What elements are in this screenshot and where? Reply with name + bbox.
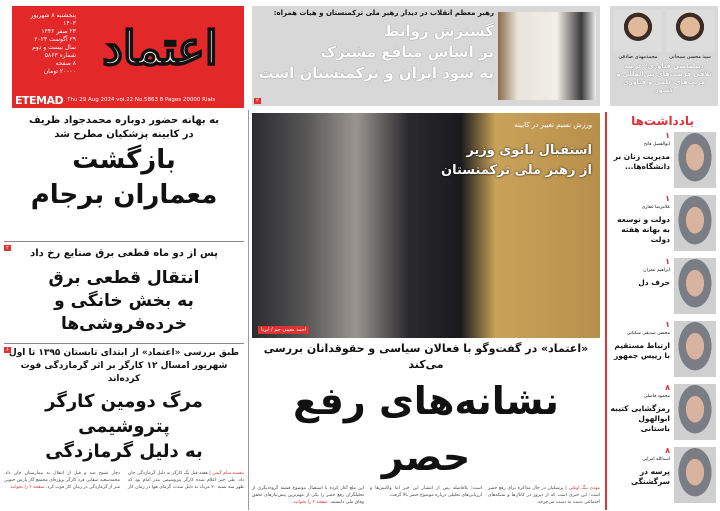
author: بنفشه سام گیس [212,471,244,476]
story-zarif[interactable] [4,110,244,234]
date-line: پنجشنبه ۸ شهریور ۱۴۰۳ [30,12,76,27]
note-title: رمزگشایی کتیبه ابوالهول باستانی [610,404,670,433]
top-story-photo [498,12,596,100]
portrait-name: سید محسن سبحانی [669,54,711,60]
note-text [609,320,670,361]
headline: انتقال قطعی برق [48,268,200,288]
left-column [4,110,244,491]
lead-headline: نشانه‌های رفع حصر [293,379,559,479]
masthead [12,6,244,108]
note-title: پرسه در سرگشتگی [630,467,670,486]
note-author: محمود فاضلی [643,394,670,399]
author-photo [674,258,716,314]
issue-info: Thu 29 Aug 2024 vol.22 No.5863 8 Pages 20000 Rials [67,97,216,103]
note-author: اسدالله امرایی [642,457,670,462]
note-author: ابوالفضل فاتح [643,142,670,147]
top-story-kicker: رهبر معظم انقلاب در دیدار رهبر ملی ترکمنستان و هیات همراه: [273,9,494,17]
top-right-headline: دیپلماسی فناوری؛ عرصه تلاقی فرصت‌های بین‌المللی و مزیت‌های علمی و فناوری کشور [616,62,712,94]
author: مهدی بیگ اوغلی [568,486,600,491]
logo: اعتماد [102,21,218,75]
note-author: غلامرضا غفاری [641,205,670,210]
body-text: این ملع آغاز کرده با استقبال موضوع فشته گروه‌دیگری از تحلیلگران رفع حصر را یکی از مهم‌ترین پیش‌نیازهای تحقق وفاق ملی دانستند. [252,486,364,505]
note-page: ۱ [665,131,670,140]
top-story-text [256,9,494,84]
date-line: ۸ صفحه [55,60,76,67]
story-power-cut[interactable] [4,242,244,336]
lead-story[interactable]: «اعتماد» در گفت‌وگو با فعالان سیاسی و حقوقدانان بررسی می‌کند نشانه‌های رفع حصر مهدی بیگ اوغلی | پزشکیان در حال مذاکره برای رفع حصر است؛ این خبری است که از دیروز در کانال‌ها و شبکه‌های اجتماعی دست به دست می‌چرخد. است؛ بلافاصله پس از انتشار این خبر اما واکنش‌ها و ارزیابی‌های تحلیلی درباره موضوع حصر بالا گرفت. این ملع آغاز کرده با استقبال موضوع فشته گروه‌دیگری از تحلیلگران رفع حصر را یکی از مهم‌ترین پیش‌نیازهای تحقق وفاق ملی دانستند. صفحه ۳ را بخوانید [252,342,600,505]
headline: مرگ دومین کارگر پتروشیمی [45,391,203,437]
headline-line: استقبال بانوی وزیر [466,143,592,158]
portrait-name: محمدمهدی صادقی [618,54,658,60]
note-page: ۱ [665,194,670,203]
top-story[interactable] [252,6,600,106]
note-page: ۸ [665,446,670,455]
photo-kicker: ورزش نسیم تغییر در کابینه [514,121,592,129]
note-author: محسن صدیقی شکنانی [626,331,670,336]
kicker: پس از دو ماه قطعی برق صنایع رخ داد [30,248,218,259]
headline-line: بر اساس منافع مشترک [320,43,494,61]
headline-line: به سود ایران و ترکمنستان است [258,64,494,82]
issue-date-info [16,12,76,76]
body-text: هفته قبل یک کارگر به دلیل گرمازدگی جان داد. طی خبر اعلام شده کارگر پتروشیمی بندر امام بود که ظهر سه شنبه ۲۰ مرداد به دلیل شدت گرمای هوا در زمان کار دچار تشنج شد و قبل از انتقال به بیمارستان جان داد. محمدسعید صفایی فرد کارگر پروژه‌ای مجتمع گاز پارس جنوبی سر از گرمازدگی در زمان کار فوت کرد. [4,471,244,490]
note-item[interactable] [609,319,716,381]
read-more-link[interactable]: صفحه ۲ را بخوانید [10,485,45,490]
note-title: مدیریت زنان بر دانشگاه‌ها... [613,152,670,171]
photo-credit: احمد معینی جم / ایرنا [258,326,309,334]
kicker: در کابینه پزشکیان مطرح شد [54,129,194,140]
date-line: ۲۳ صفر ۱۴۴۶ [41,28,76,35]
headline-line: از رهبر ملی ترکمنستان [441,163,592,178]
note-text [609,383,670,434]
headline-line: گسترش روابط [383,22,494,40]
note-title: دولت و توسعه به بهانه هفته دولت [617,215,670,244]
page-badge: ۶ [4,347,11,353]
author-photo [674,321,716,377]
note-text [609,131,670,172]
note-page: ۱ [665,257,670,266]
author-photo [674,132,716,188]
author-photo [674,384,716,440]
note-page: ۸ [665,383,670,392]
main-photo[interactable] [252,113,600,338]
top-story-headline [256,21,494,84]
lead-kicker: «اعتماد» در گفت‌وگو با فعالان سیاسی و حقوقدانان بررسی می‌کند [263,342,589,371]
note-title: ارتباط مستقیم با رییس جمهور [613,341,670,360]
column-rule [248,110,249,510]
note-text [609,446,670,487]
author-photo [674,447,716,503]
kicker: طبق بررسی «اعتماد» از ابتدای تابستان ۱۳۹۵ تا اول [8,348,240,358]
note-title: حرف دل [638,278,670,287]
masthead-footer [12,92,244,108]
portrait [666,10,714,52]
top-right-story[interactable] [610,6,718,106]
note-text [609,194,670,245]
body-text: پزشکیان در حال مذاکره برای رفع حصر است؛ این خبری است که از دیروز در کانال‌ها و شبکه‌های اجتماعی دست به دست می‌چرخد. [488,486,600,505]
read-more-link[interactable]: صفحه ۳ را بخوانید [293,500,328,505]
notes-column [605,112,718,510]
note-item[interactable] [609,130,716,192]
portrait [614,10,662,52]
kicker: به بهانه حضور دوباره محمدجواد ظریف [29,115,219,126]
body-text: است؛ بلافاصله پس از انتشار این خبر اما واکنش‌ها و ارزیابی‌های تحلیلی درباره موضوع حصر بالا گرفت. [370,486,482,498]
note-item[interactable] [609,193,716,255]
page-badge: ۲ [254,98,261,104]
notes-title: یادداشت‌ها [631,114,694,128]
date-line: ۲۰۰۰۰ تومان [43,68,76,75]
page-badge: ۲ [4,245,11,251]
date-line: شماره ۵۸۶۳ [44,52,76,59]
date-line: سال بیست و دوم [32,44,76,51]
note-item[interactable] [609,382,716,444]
photo-headline [441,141,592,181]
story-heatstroke[interactable]: طبق بررسی «اعتماد» از ابتدای تابستان ۱۳۹۵ تا اول شهریور امسال ۱۲ کارگر بر اثر گرمازدگی فوت کرده‌اند مرگ دومین کارگر پتروشیمی به دلیل گرمازدگی بنفشه سام گیس | هفته قبل یک کارگر به دلیل گرمازدگی جان داد. طی خبر اعلام شده کارگر پتروشیمی بندر امام بود که ظهر سه شنبه ۲۰ مرداد به دلیل شدت گرمای هوا در زمان کار دچار تشنج شد و قبل از انتقال به بیمارستان جان داد. محمدسعید صفایی فرد کارگر پروژه‌ای مجتمع گاز پارس جنوبی سر از گرمازدگی در زمان کار فوت کرد. صفحه ۲ را بخوانید [4,348,244,490]
note-item[interactable] [609,256,716,318]
note-text [609,257,670,288]
brand-latin: ETEMAD [15,93,64,107]
kicker: شهریور امسال ۱۲ کارگر بر اثر گرمازدگی فوت کرده‌اند [20,361,228,384]
headline: به دلیل گرمازدگی [45,441,203,462]
headline: معماران برجام [30,180,218,210]
note-item[interactable] [609,445,716,507]
headline: به بخش خانگی و خرده‌فروشی‌ها [54,291,194,334]
headline: بازگشت [72,145,176,175]
date-line: ۲۹ آگوست ۲۰۲۴ [34,36,76,43]
note-page: ۱ [665,320,670,329]
note-author: ابراهیم عمران [643,268,670,273]
author-photo [674,195,716,251]
